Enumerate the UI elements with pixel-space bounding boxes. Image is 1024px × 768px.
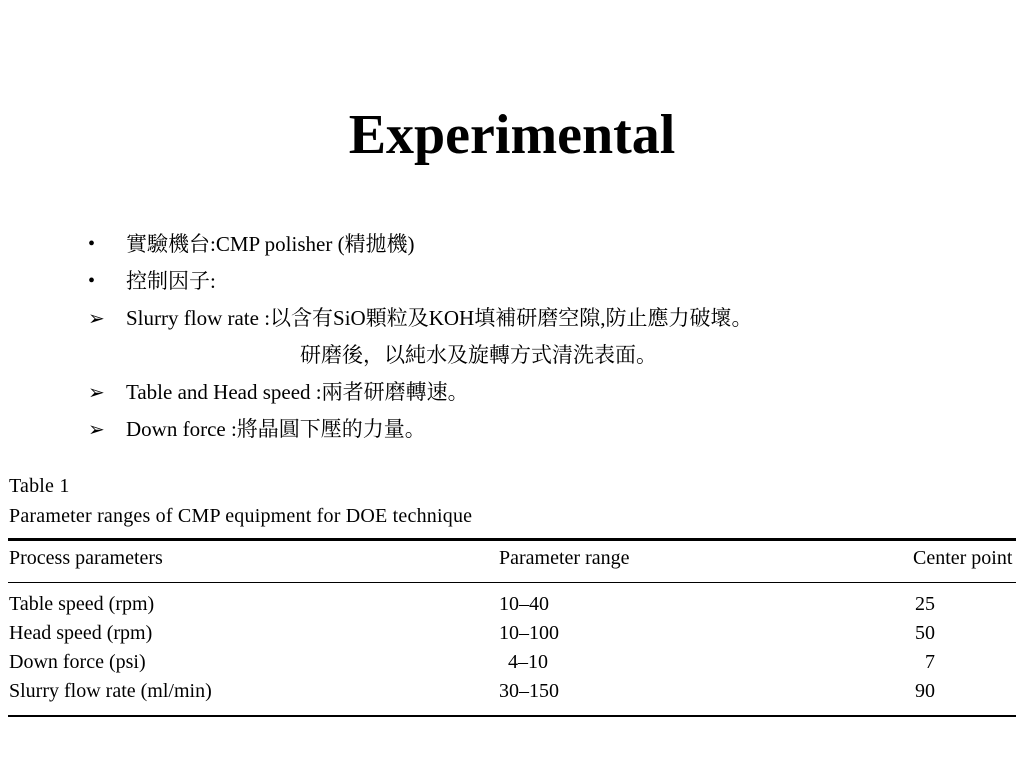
table-cell: Head speed (rpm) bbox=[9, 622, 153, 644]
bullet-continuation-text: 研磨後，以純水及旋轉方式清洗表面。 bbox=[300, 343, 657, 367]
table-label: Table 1 bbox=[9, 475, 70, 497]
table-header-rule bbox=[8, 582, 1016, 583]
table-bottom-rule bbox=[8, 715, 1016, 717]
table-caption: Parameter ranges of CMP equipment for DOE technique bbox=[9, 505, 473, 527]
table-cell: 30–150 bbox=[499, 680, 559, 702]
table-cell: Slurry flow rate (ml/min) bbox=[9, 680, 212, 702]
table-cell: 10–100 bbox=[499, 622, 559, 644]
bullet-text: Slurry flow rate :以含有SiO顆粒及KOH填補研磨空隙,防止應力破壞。 bbox=[126, 306, 753, 330]
bullet-text: Table and Head speed :兩者研磨轉速。 bbox=[126, 380, 469, 404]
table-cell: 4–10 bbox=[508, 651, 548, 673]
table-cell: Table speed (rpm) bbox=[9, 593, 155, 615]
table-top-rule bbox=[8, 538, 1016, 541]
bullet-text: Down force :將晶圓下壓的力量。 bbox=[126, 417, 426, 441]
bullet-text: 實驗機台:CMP polisher (精拋機) bbox=[126, 232, 415, 256]
table-header-cell: Center point bbox=[913, 547, 1013, 569]
table-cell: Down force (psi) bbox=[9, 651, 146, 673]
table-cell: 50 bbox=[915, 622, 935, 644]
arrow-bullet-icon: ➢ bbox=[88, 306, 105, 330]
bullet-dot-icon: • bbox=[88, 270, 96, 292]
bullet-dot-icon: • bbox=[88, 233, 96, 255]
table-header-cell: Process parameters bbox=[9, 547, 163, 569]
table-cell: 25 bbox=[915, 593, 935, 615]
page-title: Experimental bbox=[348, 104, 676, 166]
table-cell: 90 bbox=[915, 680, 935, 702]
table-header-cell: Parameter range bbox=[499, 547, 630, 569]
table-cell: 10–40 bbox=[499, 593, 549, 615]
arrow-bullet-icon: ➢ bbox=[88, 417, 105, 441]
bullet-text: 控制因子: bbox=[126, 269, 216, 293]
arrow-bullet-icon: ➢ bbox=[88, 380, 105, 404]
table-cell: 7 bbox=[925, 651, 935, 673]
